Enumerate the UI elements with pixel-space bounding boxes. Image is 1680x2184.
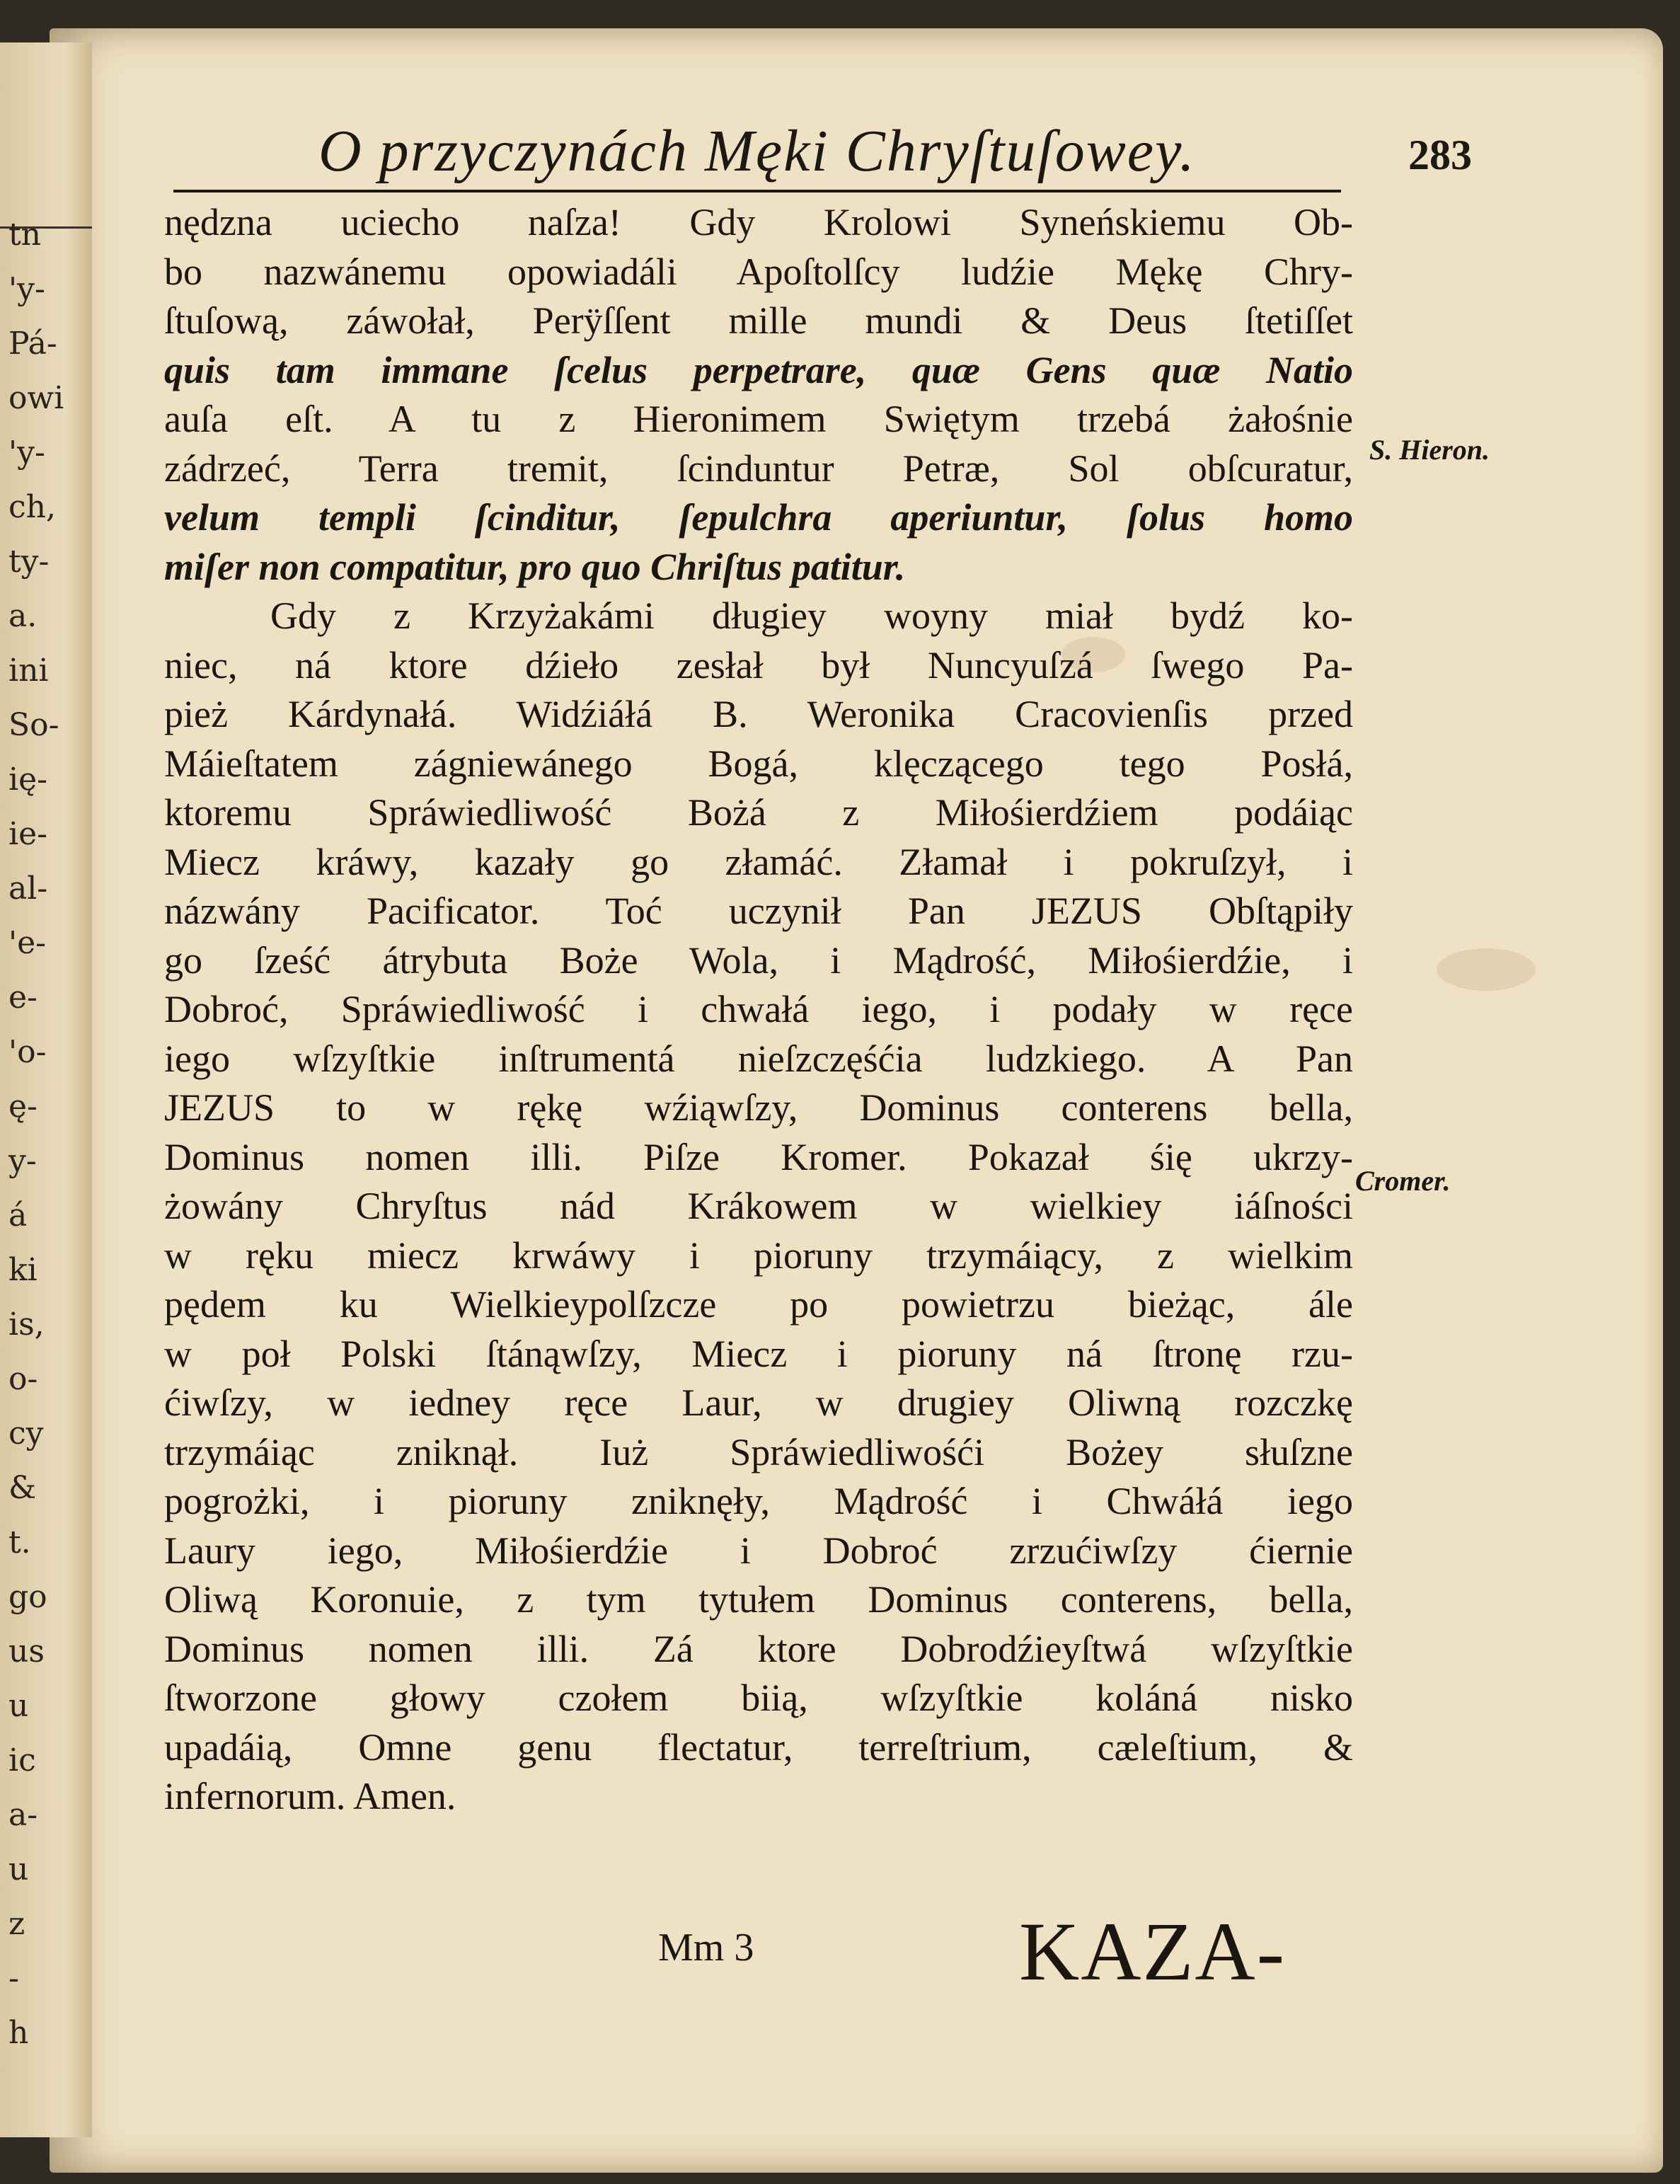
facing-page-fragment: o- [8,1361,38,1397]
facing-page-fragment: ic [8,1742,36,1778]
facing-page-fragment: a- [8,1797,38,1833]
margin-note-cromer: Cromer. [1355,1165,1451,1197]
text-line: ćiwſzy, w iedney ręce Laur, w drugiey Oliwną rozczkę [164,1381,1353,1424]
text-line: trzymáiąc zniknął. Iuż Spráwiedliwośći Bożey słuſzne [164,1430,1353,1473]
facing-page-fragment: owi [8,380,64,416]
text-line: iego wſzyſtkie inſtrumentá nieſzczęśćia ludzkiego. A Pan [164,1037,1353,1080]
text-line: Dobroć, Spráwiedliwość i chwałá iego, i podały w ręce [164,988,1353,1030]
text-line: quis tam immane ſcelus perpetrare, quæ Gens quæ Natio [164,348,1353,391]
signature-mark: Mm 3 [658,1926,754,1970]
facing-page-fragment: u [8,1688,29,1724]
text-line: Oliwą Koronuie, z tym tytułem Dominus conterens, bella, [164,1578,1353,1621]
text-line: auſa eſt. A tu z Hieronimem Swiętym trzebá żałośnie [164,398,1353,440]
facing-page-fragment: & [8,1470,37,1506]
running-head: O przyczynách Męki Chryſtuſowey. [318,118,1196,184]
facing-page-fragment: a. [8,598,38,634]
facing-page-fragment: y- [8,1143,37,1179]
catchword: KAZA- [1019,1905,1287,1998]
facing-page-fragment: e- [8,979,38,1016]
page-footer [658,1904,1295,2003]
facing-page-fragment: 'o- [8,1034,47,1070]
facing-page-fragment: ę- [8,1088,38,1125]
text-line: pież Kárdynałá. Widźiáłá B. Weronika Cracovienſis przed [164,693,1353,735]
text-line: pędem ku Wielkieypolſzcze po powietrzu bieżąc, ále [164,1283,1353,1326]
text-line: názwány Pacificator. Toć uczynił Pan JEZUS Obſtąpiły [164,890,1353,932]
text-line: niec, ná ktore dźieło zesłał był Nuncyuſzá ſwego Pa- [164,643,1353,686]
text-line: infernorum. Amen. [164,1775,456,1817]
facing-page-fragment: So- [8,707,59,743]
text-line: pogrożki, i pioruny zniknęły, Mądrość i Chwáłá iego [164,1480,1353,1522]
facing-page-fragment: ty- [8,544,50,580]
text-line: Miecz kráwy, kazały go złamáć. Złamał i pokruſzył, i [164,840,1353,883]
facing-page-fragment: Pá- [8,326,57,362]
text-line: bo nazwánemu opowiadáli Apoſtolſcy ludźie Mękę Chry- [164,250,1353,293]
facing-page-fragment: h [8,2015,29,2051]
facing-page-fragment: is, [8,1306,45,1343]
text-line: ktoremu Spráwiedliwość Bożá z Miłośierdźiem podáiąc [164,791,1353,834]
facing-page-fragment: 'e- [8,925,47,961]
text-line: velum templi ſcinditur, ſepulchra aperiuntur, ſolus homo [164,496,1353,539]
text-line: miſer non compatitur, pro quo Chriſtus patitur. [164,545,906,588]
facing-page-fragment: á [8,1197,28,1234]
margin-note-hieronymus: S. Hieron. [1369,434,1490,466]
facing-page-fragment: al- [8,870,48,907]
text-line: Laury iego, Miłośierdźie i Dobroć zrzućiwſzy ćiernie [164,1529,1353,1572]
text-line: go ſześć átrybuta Boże Wola, i Mądrość, Miłośierdźie, i [164,938,1353,982]
text-line: w ręku miecz krwáwy i pioruny trzymáiący, z wielkim [164,1234,1353,1277]
text-line: w poł Polski ſtánąwſzy, Miecz i pioruny ná ſtronę rzu- [164,1332,1353,1375]
facing-page-fragment: ki [8,1252,38,1288]
facing-page-fragment: u [8,1851,29,1887]
facing-page-fragment: ie- [8,816,47,852]
text-line: Dominus nomen illi. Zá ktore Dobrodźieyſtwá wſzyſtkie [164,1627,1353,1670]
facing-page-fragment: cy [8,1415,44,1452]
facing-page-fragment: 'y- [8,435,45,471]
facing-page-fragment: - [8,1960,19,1996]
facing-page-fragment: ini [8,653,49,689]
facing-page-fragment: us [8,1633,45,1669]
body-text [164,198,1353,1822]
paper-stain [1437,948,1536,991]
text-line: nędzna uciecho naſza! Gdy Krolowi Syneńskiemu Ob- [164,201,1353,243]
page-number: 283 [1408,132,1472,178]
text-line: Dominus nomen illi. Piſze Kromer. Pokazał śię ukrzy- [164,1135,1353,1178]
text-line: zádrzeć, Terra tremit, ſcinduntur Petræ, Sol obſcuratur, [164,447,1353,490]
page-header [170,117,1472,195]
facing-page-fragment: go [8,1579,47,1615]
text-line: JEZUS to w rękę wźiąwſzy, Dominus conterens bella, [164,1086,1353,1129]
header-rule [173,190,1341,192]
text-line: ſtworzone głowy czołem biią, wſzyſtkie koláná nisko [164,1677,1353,1719]
facing-page-fragment: ię- [8,761,47,798]
text-line: upadáią, Omne genu flectatur, terreſtrium, cæleſtium, & [164,1725,1353,1769]
text-line: Máieſtatem zágniewánego Bogá, klęczącego tego Posłá, [164,742,1353,785]
facing-page-edge [0,42,92,2137]
facing-page-fragment: 'y- [8,271,45,307]
facing-page-fragment: ch, [8,489,56,525]
text-line: Gdy z Krzyżakámi długiey woyny miał bydź ko- [270,594,1353,637]
text-line: żowány Chryſtus nád Krákowem w wielkiey iáſności [164,1185,1353,1227]
text-line: ſtuſową, záwołał, Perÿſſent mille mundi & Deus ſtetiſſet [164,299,1353,342]
facing-page-fragment: tn [8,217,42,253]
facing-page-fragment: z [8,1906,25,1942]
facing-page-fragment: t. [8,1524,31,1561]
